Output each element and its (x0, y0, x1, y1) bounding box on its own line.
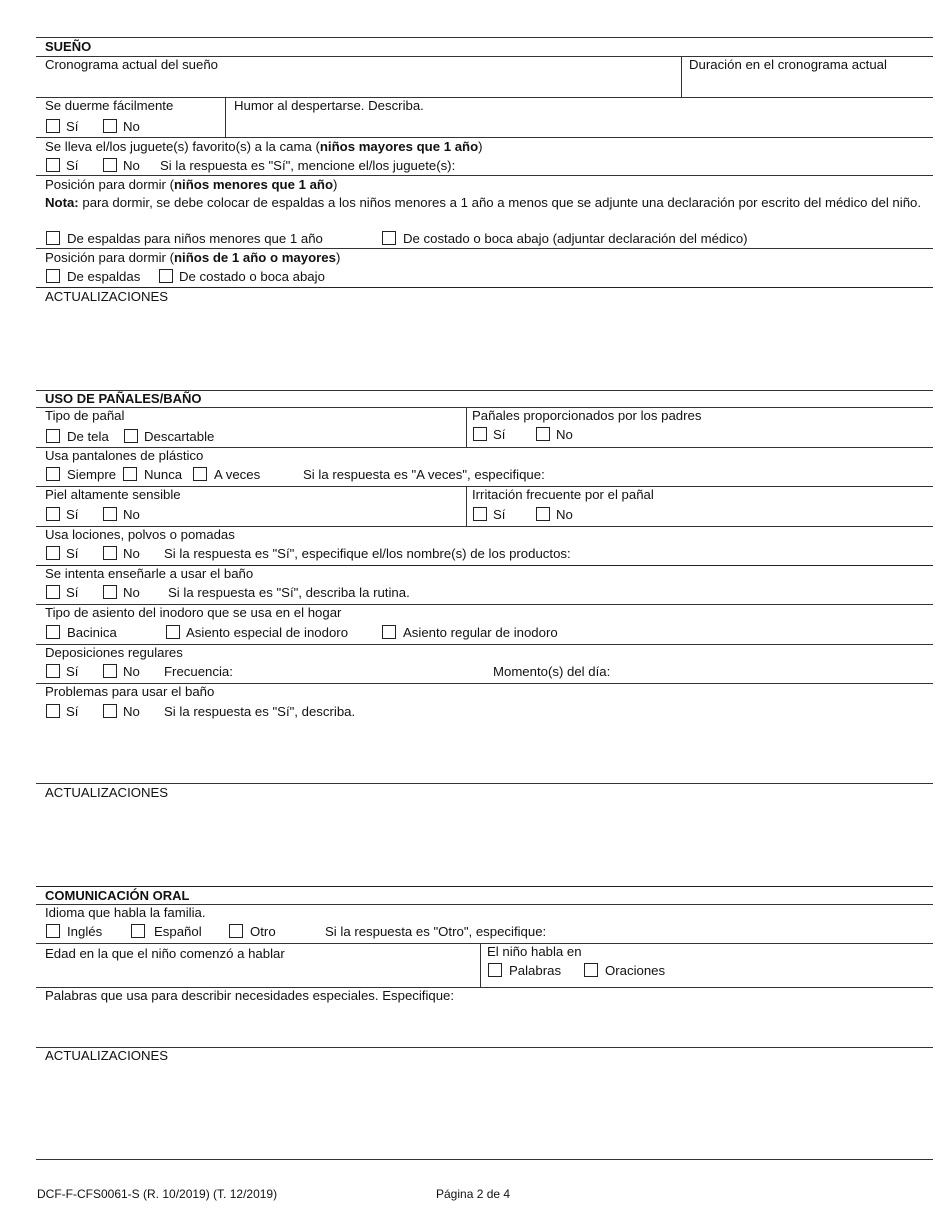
toys-label: Se lleva el/los juguete(s) favorito(s) a la cama (niños mayores que 1 año) (45, 139, 483, 154)
words-label: Palabras (509, 963, 562, 978)
page-number: Página 2 de 4 (436, 1187, 511, 1201)
provided-no-checkbox[interactable] (536, 427, 550, 441)
divider (681, 56, 682, 97)
mood-label: Humor al despertarse. Describa. (234, 98, 424, 113)
yes-label: Sí (66, 664, 79, 679)
rule (36, 175, 933, 176)
never-label: Nunca (144, 467, 183, 482)
rash-yes-checkbox[interactable] (473, 507, 487, 521)
regular-seat-checkbox[interactable] (382, 625, 396, 639)
rule (36, 1047, 933, 1048)
cloth-label: De tela (67, 429, 109, 444)
rule (36, 886, 933, 887)
diapers-provided-label: Pañales proporcionados por los padres (472, 408, 702, 423)
section-header-communication: COMUNICACIÓN ORAL (45, 888, 190, 903)
provided-yes-checkbox[interactable] (473, 427, 487, 441)
words-checkbox[interactable] (488, 963, 502, 977)
frequency-label: Frecuencia: (164, 664, 233, 679)
divider (466, 407, 467, 447)
bowel-label: Deposiciones regulares (45, 645, 183, 660)
current-schedule-label: Cronograma actual del sueño (45, 57, 219, 72)
no-label: No (123, 119, 140, 134)
other-label: Otro (250, 924, 276, 939)
divider (225, 97, 226, 137)
toilet-training-label: Se intenta enseñarle a usar el baño (45, 566, 254, 581)
rash-no-checkbox[interactable] (536, 507, 550, 521)
lotions-ifyes-label: Si la respuesta es "Sí", especifique el/los nombre(s) de los productos: (164, 546, 571, 561)
back-label: De espaldas (67, 269, 141, 284)
speaks-in-label: El niño habla en (487, 944, 582, 959)
toilet-problems-label: Problemas para usar el baño (45, 684, 215, 699)
special-seat-label: Asiento especial de inodoro (186, 625, 349, 640)
potty-checkbox[interactable] (46, 625, 60, 639)
rule (36, 783, 933, 784)
no-label: No (123, 704, 140, 719)
rule (36, 137, 933, 138)
side-label: De costado o boca abajo (179, 269, 325, 284)
position-over1-label: Posición para dormir (niños de 1 año o mayores) (45, 250, 341, 265)
yes-label: Sí (66, 119, 79, 134)
rule (36, 287, 933, 288)
duration-label: Duración en el cronograma actual (689, 57, 887, 72)
training-ifyes-label: Si la respuesta es "Sí", describa la rutina. (168, 585, 410, 600)
position-under1-label: Posición para dormir (niños menores que 1 año) (45, 177, 338, 192)
bowel-yes-checkbox[interactable] (46, 664, 60, 678)
other-specify-label: Si la respuesta es "Otro", especifique: (325, 924, 547, 939)
problems-ifyes-label: Si la respuesta es "Sí", describa. (164, 704, 356, 719)
rule (36, 943, 933, 944)
sleep-note: Nota: para dormir, se debe colocar de espaldas a los niños menores a 1 año a menos que se adjunte una declaración por escrito del médico del niño. (45, 195, 922, 210)
sentences-checkbox[interactable] (584, 963, 598, 977)
yes-label: Sí (66, 704, 79, 719)
yes-label: Sí (66, 585, 79, 600)
falls-asleep-yes-checkbox[interactable] (46, 119, 60, 133)
disposable-checkbox[interactable] (124, 429, 138, 443)
always-label: Siempre (67, 467, 117, 482)
yes-label: Sí (66, 507, 79, 522)
sensitive-skin-label: Piel altamente sensible (45, 487, 181, 502)
side-checkbox[interactable] (159, 269, 173, 283)
section-header-diaper: USO DE PAÑALES/BAÑO (45, 391, 202, 406)
yes-label: Sí (66, 546, 79, 561)
sleep-updates-label: ACTUALIZACIONES (45, 289, 169, 304)
english-label: Inglés (67, 924, 103, 939)
no-label: No (123, 664, 140, 679)
no-label: No (123, 158, 140, 173)
family-language-label: Idioma que habla la familia. (45, 905, 206, 920)
side-under1-label: De costado o boca abajo (adjuntar declaración del médico) (403, 231, 748, 246)
no-label: No (556, 427, 573, 442)
age-talk-label: Edad en la que el niño comenzó a hablar (45, 946, 285, 961)
back-checkbox[interactable] (46, 269, 60, 283)
sensitive-yes-checkbox[interactable] (46, 507, 60, 521)
training-no-checkbox[interactable] (103, 585, 117, 599)
always-checkbox[interactable] (46, 467, 60, 481)
rule (36, 37, 933, 38)
rule (36, 248, 933, 249)
sometimes-label: A veces (214, 467, 261, 482)
disposable-label: Descartable (144, 429, 215, 444)
sometimes-checkbox[interactable] (193, 467, 207, 481)
problems-yes-checkbox[interactable] (46, 704, 60, 718)
sensitive-no-checkbox[interactable] (103, 507, 117, 521)
problems-no-checkbox[interactable] (103, 704, 117, 718)
no-label: No (556, 507, 573, 522)
side-under1-checkbox[interactable] (382, 231, 396, 245)
toys-ifyes-label: Si la respuesta es "Sí", mencione el/los juguete(s): (160, 158, 456, 173)
bowel-no-checkbox[interactable] (103, 664, 117, 678)
yes-label: Sí (66, 158, 79, 173)
sometimes-specify-label: Si la respuesta es "A veces", especifique: (303, 467, 545, 482)
plastic-pants-label: Usa pantalones de plástico (45, 448, 204, 463)
falls-asleep-no-checkbox[interactable] (103, 119, 117, 133)
divider (466, 486, 467, 526)
diaper-type-label: Tipo de pañal (45, 408, 125, 423)
spanish-label: Español (154, 924, 202, 939)
lotions-label: Usa lociones, polvos o pomadas (45, 527, 235, 542)
diaper-rash-label: Irritación frecuente por el pañal (472, 487, 654, 502)
back-under1-checkbox[interactable] (46, 231, 60, 245)
form-id: DCF-F-CFS0061-S (R. 10/2019) (T. 12/2019) (37, 1187, 278, 1201)
never-checkbox[interactable] (123, 467, 137, 481)
no-label: No (123, 585, 140, 600)
rule (36, 1159, 933, 1160)
section-header-sleep: SUEÑO (45, 39, 92, 54)
yes-label: Sí (493, 427, 506, 442)
divider (480, 943, 481, 987)
sentences-label: Oraciones (605, 963, 666, 978)
special-words-label: Palabras que usa para describir necesidades especiales. Especifique: (45, 988, 455, 1003)
english-checkbox[interactable] (46, 924, 60, 938)
lotions-yes-checkbox[interactable] (46, 546, 60, 560)
back-under1-label: De espaldas para niños menores que 1 año (67, 231, 323, 246)
comm-updates-label: ACTUALIZACIONES (45, 1048, 169, 1063)
other-checkbox[interactable] (229, 924, 243, 938)
potty-label: Bacinica (67, 625, 117, 640)
spanish-checkbox[interactable] (131, 924, 145, 938)
yes-label: Sí (493, 507, 506, 522)
lotions-no-checkbox[interactable] (103, 546, 117, 560)
time-of-day-label: Momento(s) del día: (493, 664, 611, 679)
seat-type-label: Tipo de asiento del inodoro que se usa en el hogar (45, 605, 342, 620)
toys-no-checkbox[interactable] (103, 158, 117, 172)
no-label: No (123, 507, 140, 522)
special-seat-checkbox[interactable] (166, 625, 180, 639)
falls-asleep-label: Se duerme fácilmente (45, 98, 174, 113)
toys-yes-checkbox[interactable] (46, 158, 60, 172)
regular-seat-label: Asiento regular de inodoro (403, 625, 558, 640)
training-yes-checkbox[interactable] (46, 585, 60, 599)
cloth-checkbox[interactable] (46, 429, 60, 443)
diaper-updates-label: ACTUALIZACIONES (45, 785, 169, 800)
no-label: No (123, 546, 140, 561)
